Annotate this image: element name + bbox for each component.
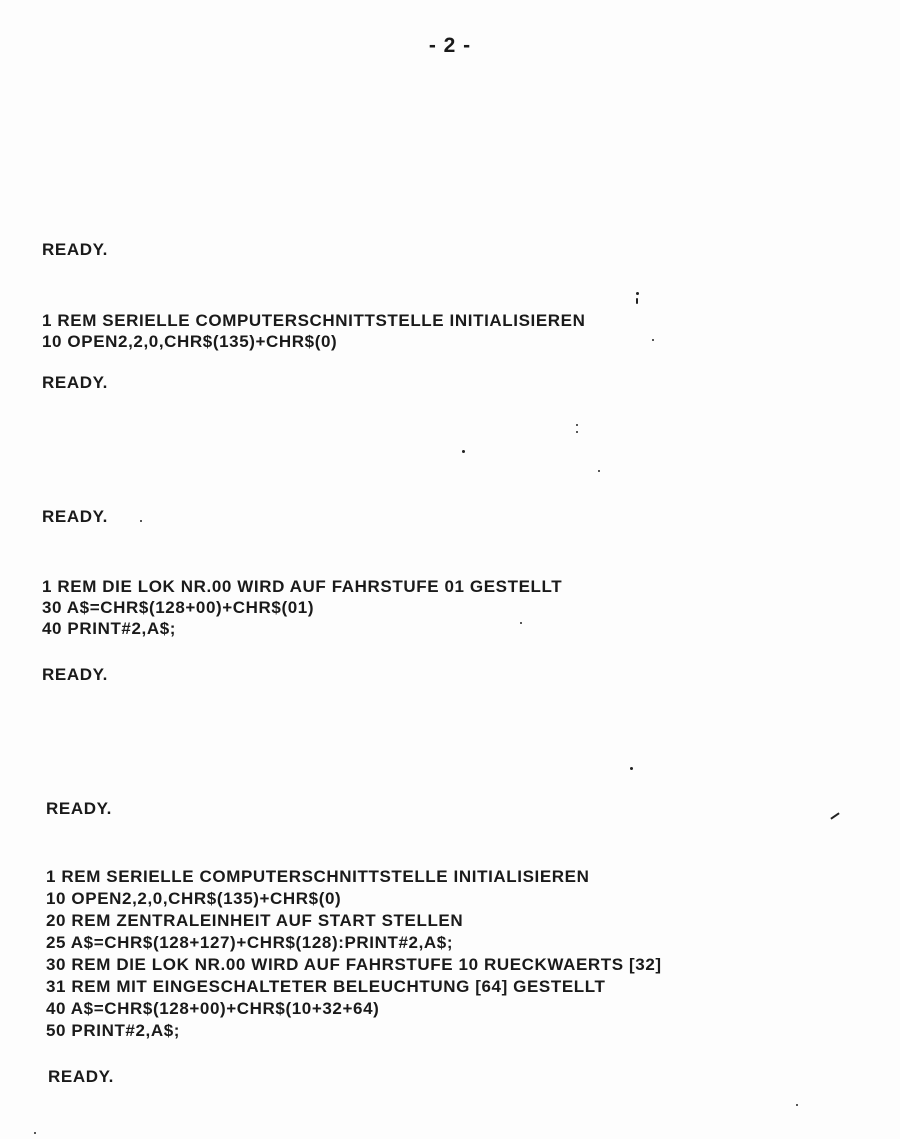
ready-line: READY. — [48, 1067, 114, 1086]
code-line: 10 OPEN2,2,0,CHR$(135)+CHR$(0) — [42, 332, 338, 351]
ready-line: READY. — [42, 373, 108, 392]
code-line: 20 REM ZENTRALEINHEIT AUF START STELLEN — [46, 911, 464, 930]
scan-speck — [796, 1104, 798, 1106]
scan-speck — [636, 298, 638, 304]
ready-line: READY. — [42, 240, 108, 259]
code-line: 1 REM DIE LOK NR.00 WIRD AUF FAHRSTUFE 01 GESTELLT — [42, 577, 563, 596]
code-line: 40 A$=CHR$(128+00)+CHR$(10+32+64) — [46, 999, 380, 1018]
scan-speck — [636, 292, 639, 295]
scan-speck — [576, 431, 578, 433]
code-line: 40 PRINT#2,A$; — [42, 619, 177, 638]
code-line: 30 REM DIE LOK NR.00 WIRD AUF FAHRSTUFE 10 RUECKWAERTS [32] — [46, 955, 662, 974]
scan-speck — [34, 1132, 36, 1134]
code-line: 25 A$=CHR$(128+127)+CHR$(128):PRINT#2,A$; — [46, 933, 454, 952]
ready-line: READY. — [42, 665, 108, 684]
ready-line: READY. — [46, 799, 112, 818]
scan-speck — [462, 450, 465, 453]
code-line: 1 REM SERIELLE COMPUTERSCHNITTSTELLE INITIALISIEREN — [42, 311, 586, 330]
ready-line: READY. — [42, 507, 108, 526]
code-line: 50 PRINT#2,A$; — [46, 1021, 181, 1040]
code-line: 30 A$=CHR$(128+00)+CHR$(01) — [42, 598, 315, 617]
scan-speck — [576, 424, 578, 426]
scan-speck — [520, 622, 522, 624]
code-line: 31 REM MIT EINGESCHALTETER BELEUCHTUNG [64] GESTELLT — [46, 977, 606, 996]
scan-speck — [652, 339, 654, 341]
scan-speck — [598, 470, 600, 472]
scan-speck — [140, 520, 142, 522]
page-number: - 2 - — [428, 34, 472, 57]
scan-mark — [830, 812, 839, 819]
code-line: 10 OPEN2,2,0,CHR$(135)+CHR$(0) — [46, 889, 342, 908]
code-line: 1 REM SERIELLE COMPUTERSCHNITTSTELLE INITIALISIEREN — [46, 867, 590, 886]
scan-speck — [630, 767, 633, 770]
